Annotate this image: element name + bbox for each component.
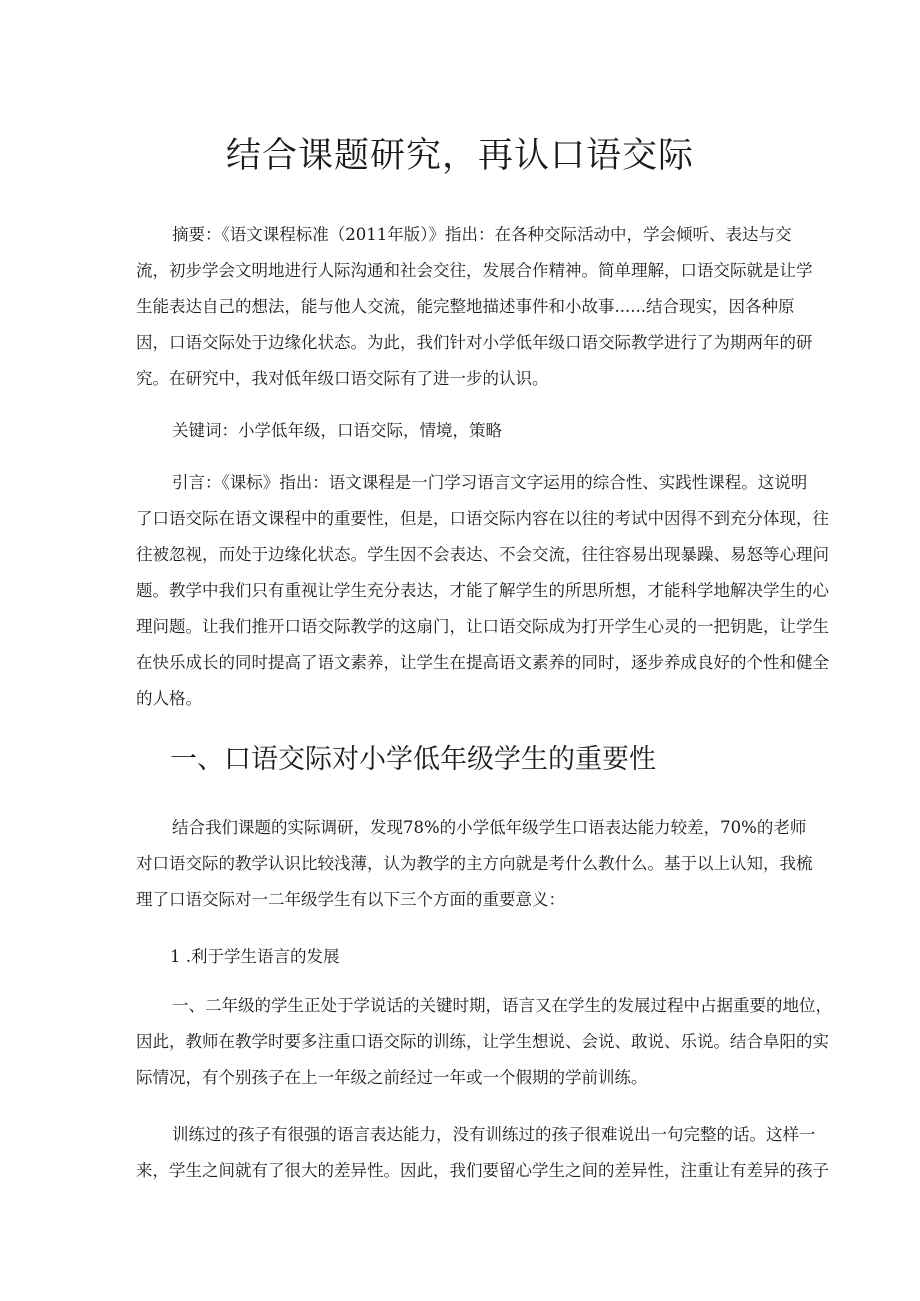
intro-line: 理问题。让我们推开口语交际教学的这扇门，让口语交际成为打开学生心灵的一把钥匙，让学生 xyxy=(136,617,829,636)
document-title: 结合课题研究，再认口语交际 xyxy=(225,136,694,176)
intro-line: 题。教学中我们只有重视让学生充分表达，才能了解学生的所思所想，才能科学地解决学生的心 xyxy=(136,581,829,600)
keywords-line: 关键词：小学低年级，口语交际，情境，策略 xyxy=(172,421,502,440)
subsection-heading: 1 .利于学生语言的发展 xyxy=(170,947,340,966)
intro-line: 引言：《课标》指出：语文课程是一门学习语言文字运用的综合性、实践性课程。这说明 xyxy=(172,473,808,492)
paragraph-line: 际情况，有个别孩子在上一年级之前经过一年或一个假期的学前训练。 xyxy=(136,1068,648,1087)
intro-line: 的人格。 xyxy=(136,689,202,708)
abstract-line: 因，口语交际处于边缘化状态。为此，我们针对小学低年级口语交际教学进行了为期两年的研 xyxy=(136,333,813,352)
intro-paragraph xyxy=(136,465,829,717)
intro-line: 在快乐成长的同时提高了语文素养，让学生在提高语文素养的同时，逐步养成良好的个性和健全 xyxy=(136,653,829,672)
section1-paragraph-2 xyxy=(136,988,832,1096)
abstract-line: 摘要：《语文课程标准（2011年版）》指出：在各种交际活动中，学会倾听、表达与交 xyxy=(172,225,792,244)
abstract-line: 究。在研究中，我对低年级口语交际有了进一步的认识。 xyxy=(136,369,549,388)
paragraph-line: 结合我们课题的实际调研，发现78%的小学低年级学生口语表达能力较差，70%的老师 xyxy=(172,818,807,837)
keywords-paragraph xyxy=(136,413,784,449)
section1-paragraph-3 xyxy=(136,1117,829,1189)
abstract-line: 流，初步学会文明地进行人际沟通和社会交往，发展合作精神。简单理解，口语交际就是让学 xyxy=(136,261,813,280)
paragraph-line: 一、二年级的学生正处于学说话的关键时期，语言又在学生的发展过程中占据重要的地位， xyxy=(172,996,832,1015)
paragraph-line: 因此，教师在教学时要多注重口语交际的训练，让学生想说、会说、敢说、乐说。结合阜阳的实 xyxy=(136,1032,829,1051)
paragraph-line: 训练过的孩子有很强的语言表达能力，没有训练过的孩子很难说出一句完整的话。这样一 xyxy=(172,1125,816,1144)
intro-line: 往被忽视，而处于边缘化状态。学生因不会表达、不会交流，往往容易出现暴躁、易怒等心理问 xyxy=(136,545,829,564)
abstract-line: 生能表达自己的想法，能与他人交流，能完整地描述事件和小故事......结合现实，因各种原 xyxy=(136,297,795,316)
paragraph-line: 来，学生之间就有了很大的差异性。因此，我们要留心学生之间的差异性，注重让有差异的孩子 xyxy=(136,1161,829,1180)
abstract-paragraph xyxy=(136,217,813,397)
section1-paragraph-1 xyxy=(136,810,813,918)
intro-line: 了口语交际在语文课程中的重要性，但是，口语交际内容在以往的考试中因得不到充分体现，往 xyxy=(136,509,829,528)
section-heading: 一、口语交际对小学低年级学生的重要性 xyxy=(170,744,656,775)
paragraph-line: 理了口语交际对一二年级学生有以下三个方面的重要意义： xyxy=(136,890,565,909)
paragraph-line: 对口语交际的教学认识比较浅薄，认为教学的主方向就是考什么教什么。基于以上认知，我梳 xyxy=(136,854,813,873)
